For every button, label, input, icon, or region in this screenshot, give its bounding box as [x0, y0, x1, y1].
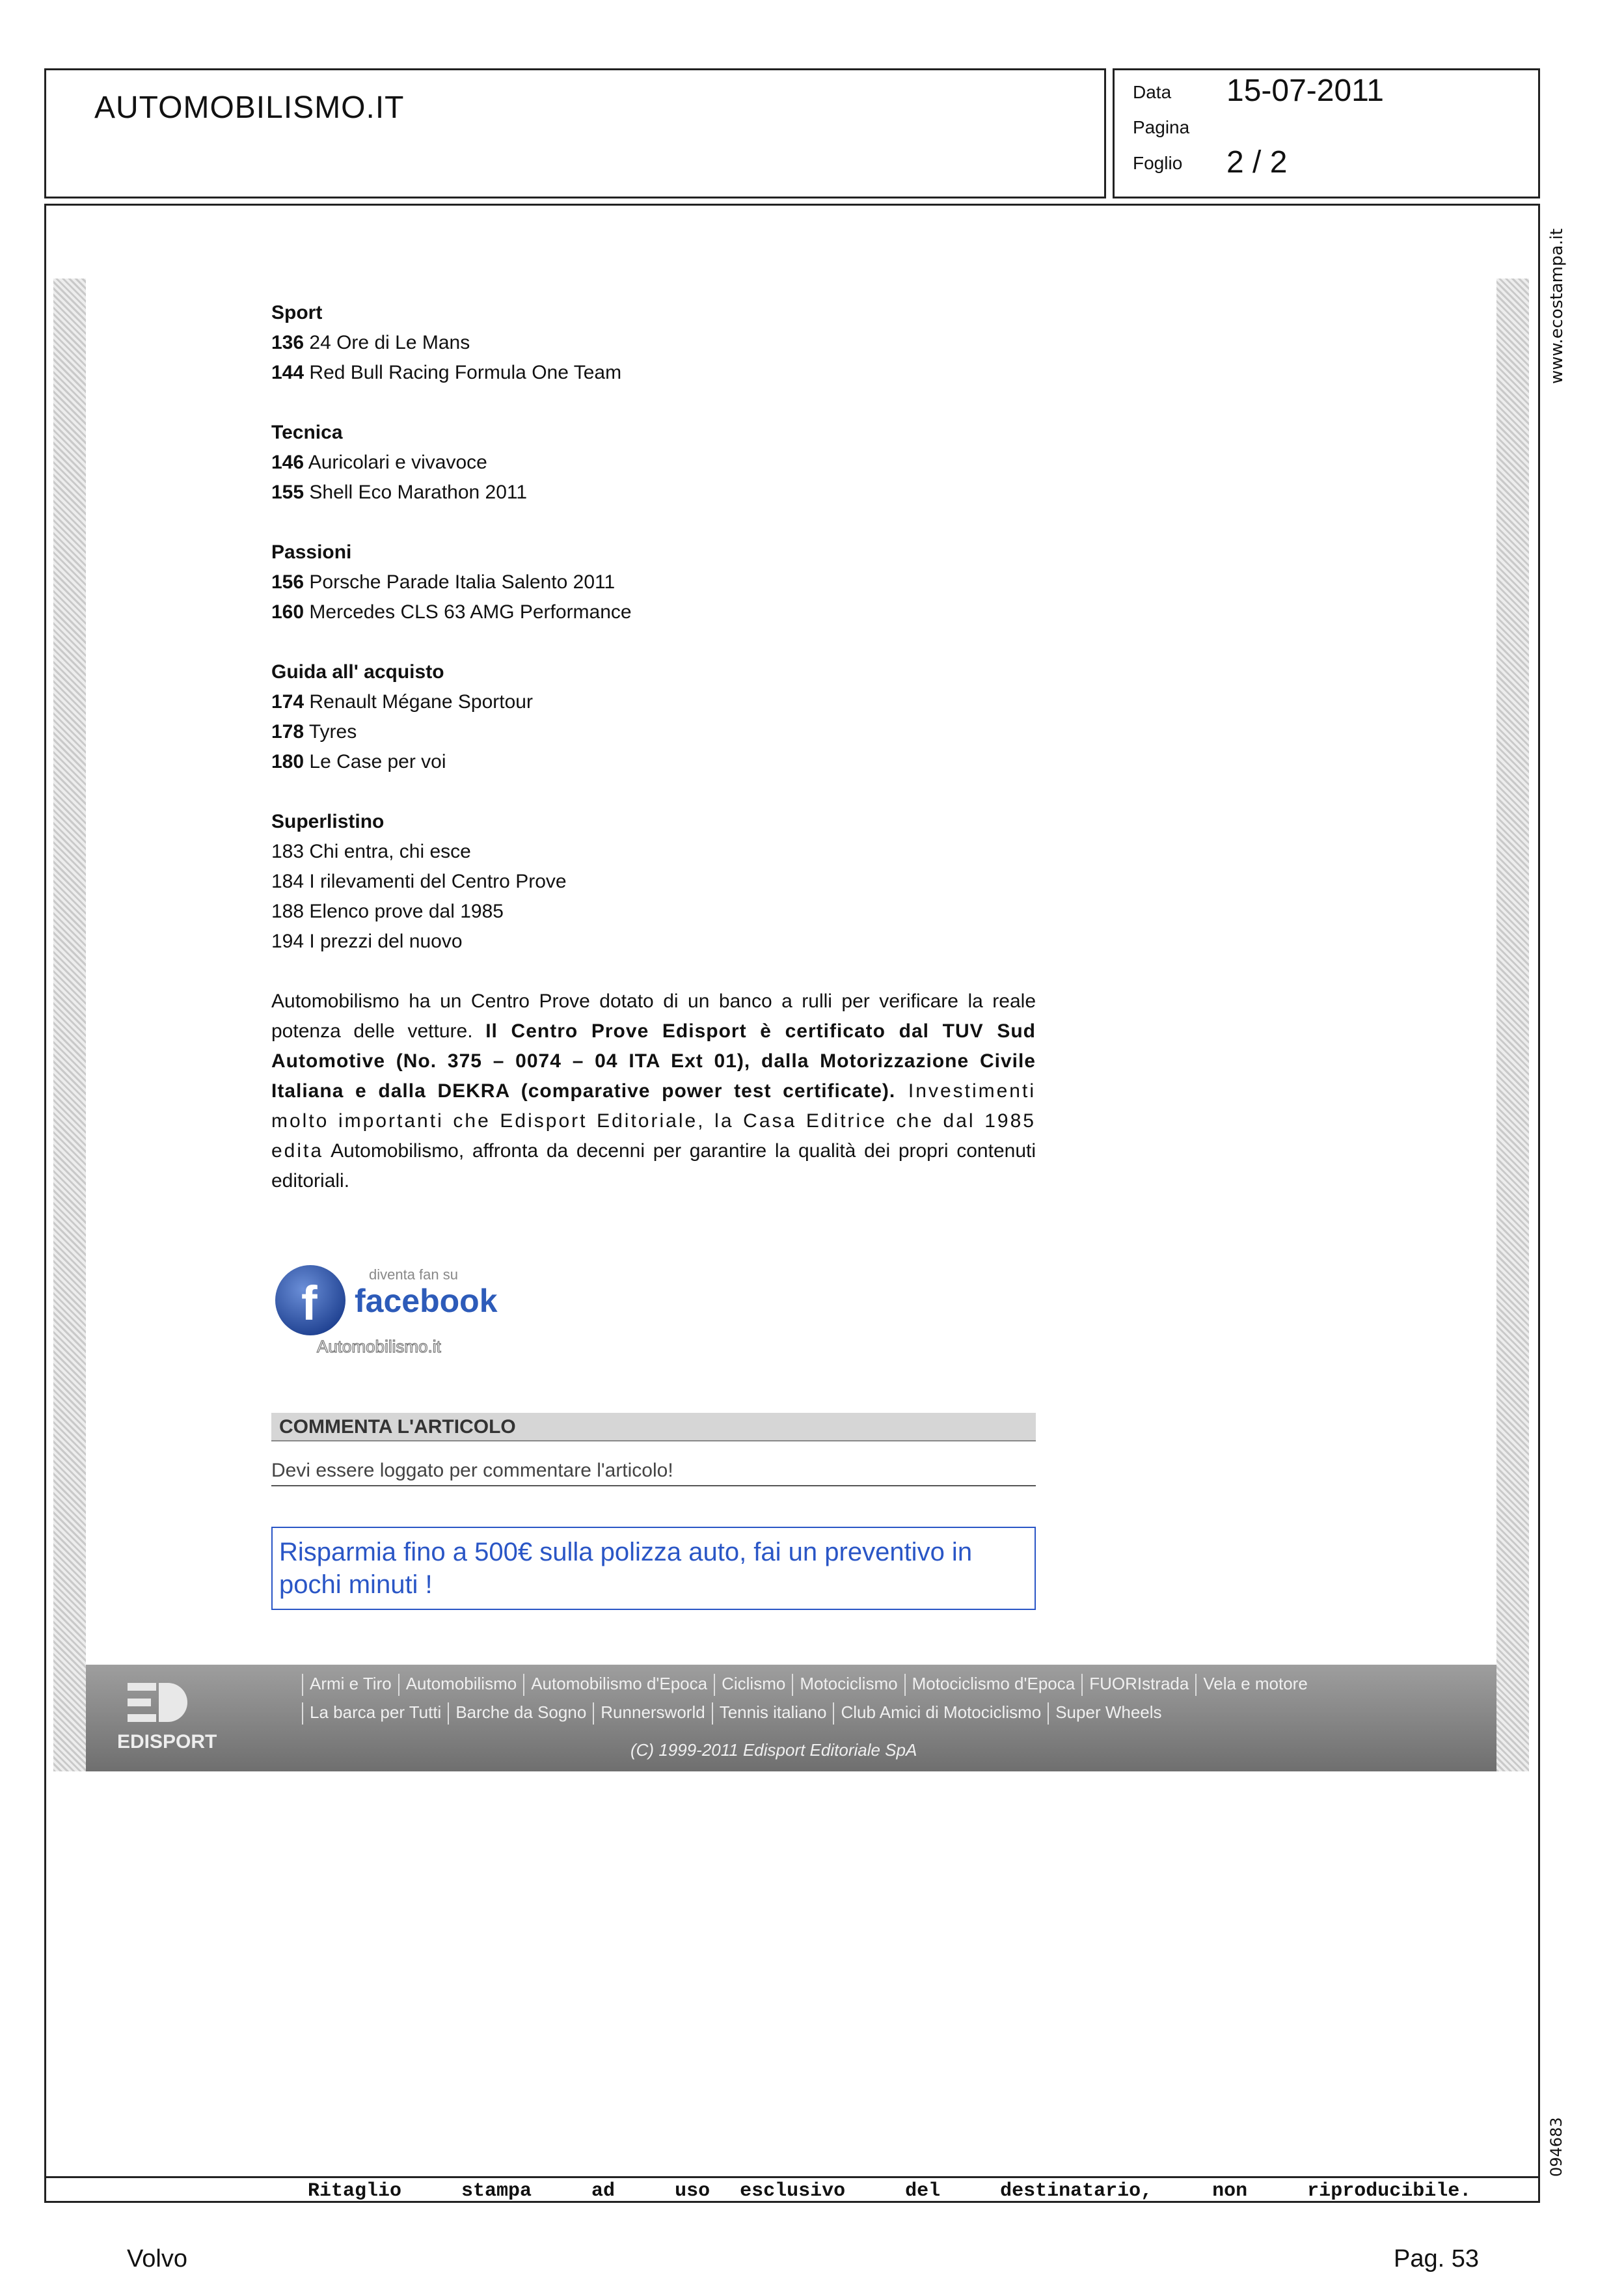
- toc-item-text: Le Case per voi: [304, 751, 446, 772]
- toc-item-number: 146: [271, 452, 304, 473]
- footer-link-separator: [1195, 1674, 1197, 1696]
- toc-item[interactable]: [271, 448, 1036, 478]
- toc-item-number: 160: [271, 601, 304, 623]
- hatch-border-left: [53, 279, 86, 1771]
- footer-link-separator: [712, 1702, 713, 1725]
- toc-section: [271, 418, 1036, 508]
- toc-section-title: Guida all' acquisto: [271, 661, 444, 683]
- foglio-label: Foglio: [1133, 153, 1183, 173]
- comment-section-header: COMMENTA L'ARTICOLO: [271, 1413, 1036, 1441]
- toc-item[interactable]: [271, 717, 1036, 747]
- svg-text:f: f: [301, 1276, 318, 1330]
- footer-link-separator: [833, 1702, 834, 1725]
- footer-link[interactable]: Ciclismo: [722, 1674, 786, 1693]
- side-url: www.ecostampa.it: [1547, 228, 1567, 384]
- footer-link-separator: [792, 1674, 793, 1696]
- facebook-badge-brand: facebook: [355, 1283, 498, 1319]
- toc-item-number: 174: [271, 691, 304, 713]
- footer-link[interactable]: Super Wheels: [1055, 1702, 1162, 1722]
- footer-link-separator: [302, 1674, 303, 1696]
- toc-item-text: 194 I prezzi del nuovo: [271, 931, 463, 952]
- footer-link[interactable]: Motociclismo d'Epoca: [912, 1674, 1076, 1693]
- edisport-logo-text: EDISPORT: [117, 1731, 217, 1753]
- toc-item[interactable]: [271, 358, 1036, 388]
- facebook-badge-site: Automobilismo.it: [317, 1337, 441, 1356]
- toc-section-title: Superlistino: [271, 811, 385, 832]
- toc-item-number: 180: [271, 751, 304, 772]
- toc-item[interactable]: [271, 597, 1036, 627]
- footer-link[interactable]: Automobilismo: [405, 1674, 517, 1693]
- toc-item-text: 188 Elenco prove dal 1985: [271, 901, 504, 922]
- footer-link-separator: [714, 1674, 715, 1696]
- toc-item-text: Renault Mégane Sportour: [304, 691, 533, 713]
- toc-item-number: 156: [271, 571, 304, 593]
- footer-link-separator: [398, 1674, 399, 1696]
- footer-link[interactable]: Tennis italiano: [719, 1702, 827, 1722]
- facebook-fan-badge[interactable]: [271, 1261, 498, 1385]
- foglio-value: 2 / 2: [1226, 145, 1288, 180]
- disclaimer-rule: [44, 2176, 1540, 2178]
- toc-item-number: 144: [271, 362, 304, 383]
- toc-item[interactable]: [271, 897, 1036, 927]
- toc-item-number: 136: [271, 332, 304, 353]
- footer-link[interactable]: La barca per Tutti: [310, 1702, 442, 1722]
- toc-item-text: 184 I rilevamenti del Centro Prove: [271, 871, 567, 892]
- data-value: 15-07-2011: [1226, 74, 1384, 108]
- comment-login-message[interactable]: Devi essere loggato per commentare l'articolo!: [271, 1456, 1036, 1486]
- article-capture: [53, 279, 1530, 1771]
- footer-link-separator: [593, 1702, 594, 1725]
- toc-item[interactable]: [271, 867, 1036, 897]
- footer-brand: Volvo: [127, 2245, 187, 2272]
- footer-page-number: Pag. 53: [1394, 2245, 1479, 2272]
- toc-item-text: Red Bull Racing Formula One Team: [304, 362, 622, 383]
- side-code: 094683: [1547, 2117, 1565, 2177]
- footer-link-separator: [1081, 1674, 1083, 1696]
- toc-item-number: 178: [271, 721, 304, 743]
- data-label: Data: [1133, 82, 1172, 102]
- toc-section: [271, 298, 1036, 388]
- footer-link[interactable]: Runnersworld: [601, 1702, 705, 1722]
- footer-link[interactable]: Motociclismo: [800, 1674, 898, 1693]
- toc-item-text: Auricolari e vivavoce: [304, 452, 487, 473]
- edisport-footer: [86, 1665, 1496, 1771]
- toc-item-text: Mercedes CLS 63 AMG Performance: [304, 601, 632, 623]
- insurance-ad-link[interactable]: Risparmia fino a 500€ sulla polizza auto, fai un preventivo in pochi minuti !: [271, 1527, 1036, 1610]
- footer-link[interactable]: Barche da Sogno: [455, 1702, 587, 1722]
- toc-section: [271, 807, 1036, 957]
- toc-item[interactable]: [271, 837, 1036, 867]
- footer-link[interactable]: Automobilismo d'Epoca: [531, 1674, 708, 1693]
- toc-item-text: Shell Eco Marathon 2011: [304, 482, 528, 503]
- paragraph-bold-part: Il Centro Prove Edisport è certificato dal TUV Sud Automotive (No. 375 – 0074 – 04 ITA Ext 01), dalla Motorizzazione Civile Italiana e dalla DEKRA (comparative power test certificate).: [271, 1020, 1036, 1102]
- footer-link[interactable]: Vela e motore: [1203, 1674, 1308, 1693]
- disclaimer-text: Ritaglio stampa ad uso esclusivo del destinatario, non riproducibile.: [308, 2180, 1472, 2202]
- footer-links-row-1: [295, 1674, 1308, 1696]
- footer-link-separator: [448, 1702, 449, 1725]
- toc-item[interactable]: [271, 328, 1036, 358]
- paragraph-part-4: Automobilismo, affronta da decenni per garantire la qualità dei propri contenuti editoriali.: [271, 1140, 1036, 1192]
- table-of-contents: [271, 298, 1036, 957]
- pagina-label: Pagina: [1133, 117, 1190, 137]
- footer-link[interactable]: Armi e Tiro: [310, 1674, 392, 1693]
- paragraph-part-1: Automobilismo ha un Centro Prove dotato di un banco a rulli per verificare la reale potenza delle vetture.: [271, 990, 1036, 1042]
- toc-item-number: 155: [271, 482, 304, 503]
- toc-item-text: Porsche Parade Italia Salento 2011: [304, 571, 616, 593]
- toc-item[interactable]: [271, 687, 1036, 717]
- header-publication-box: [44, 68, 1106, 198]
- footer-link[interactable]: FUORIstrada: [1089, 1674, 1189, 1693]
- toc-item[interactable]: [271, 567, 1036, 597]
- toc-item-text: 183 Chi entra, chi esce: [271, 841, 471, 862]
- toc-section: [271, 538, 1036, 627]
- toc-section-title: Passioni: [271, 541, 352, 563]
- paragraph-part-3: Investimenti molto importanti che Edisport Editoriale, la Casa Editrice che dal 1985 edita: [271, 1080, 1036, 1162]
- footer-links-row-2: [295, 1702, 1162, 1725]
- footer-link-separator: [302, 1702, 303, 1725]
- footer-link-separator: [1048, 1702, 1049, 1725]
- hatch-border-right: [1496, 279, 1529, 1771]
- toc-section-title: Sport: [271, 302, 323, 323]
- footer-link-separator: [904, 1674, 906, 1696]
- toc-section-title: Tecnica: [271, 422, 343, 443]
- facebook-badge-top-text: diventa fan su: [369, 1266, 458, 1283]
- footer-copyright: (C) 1999-2011 Edisport Editoriale SpA: [630, 1740, 917, 1760]
- edisport-logo: [112, 1679, 217, 1757]
- toc-item-text: 24 Ore di Le Mans: [304, 332, 470, 353]
- article-paragraph: [271, 987, 1036, 1196]
- footer-link[interactable]: Club Amici di Motociclismo: [841, 1702, 1042, 1722]
- toc-item[interactable]: [271, 478, 1036, 508]
- footer-link-separator: [523, 1674, 524, 1696]
- publication-title: AUTOMOBILISMO.IT: [94, 90, 405, 125]
- header-meta-box: [1113, 68, 1540, 198]
- toc-section: [271, 657, 1036, 777]
- article-content: [271, 298, 1036, 1196]
- toc-item[interactable]: [271, 747, 1036, 777]
- toc-item[interactable]: [271, 927, 1036, 957]
- toc-item-text: Tyres: [304, 721, 357, 743]
